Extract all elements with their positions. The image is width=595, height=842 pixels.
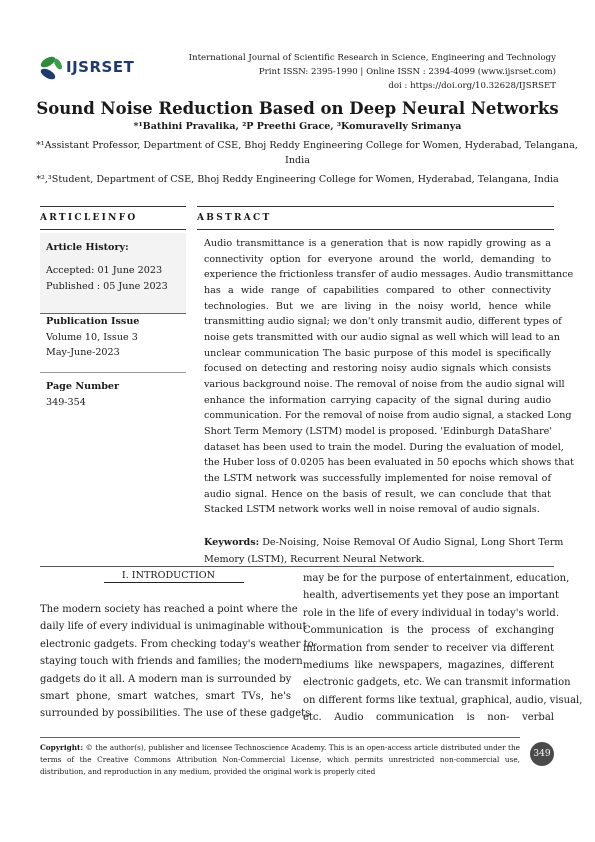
article-info-under-rule [40,229,186,230]
text-line: noise gets transmitted with our audio signal as well which will lead to an [204,331,560,343]
footer-rule [40,737,520,738]
text-line: unclear communication The basic purpose of this model is specifically [204,347,551,359]
abstract-under-rule [197,229,554,230]
issn-line: Print ISSN: 2395-1990 | Online ISSN : 2394-4099 (www.ijsrset.com) [258,67,556,77]
text-line: experience the frictionless transfer of audio messages. Audio transmittance [204,269,574,281]
text-line: Communication is the process of exchanging [303,625,554,637]
copyright-text: © the author(s), publisher and licensee Technoscience Academy. This is an open-access article distributed under the terms of the Creative Commons Attribution Non-Commercial License, which permits unrestricted non-commercial use, distribution, and reproduction in any medium, provided the original work is properly cited [40,743,520,776]
keywords-line-2: Memory (LSTM), Recurrent Neural Network. [204,554,425,565]
text-line: has a wide range of capabilities compared to other connectivity [204,284,551,296]
text-line: transmitting audio signal; we don't only transmit audio, different types of [204,316,562,328]
text-line: Short Term Memory (LSTM) model is proposed. 'Edinburgh DataShare' [204,425,552,437]
text-line: Stacked LSTM network works well in noise removal of audio signals. [204,504,540,516]
keywords-line-1: De-Noising, Noise Removal Of Audio Signal, Long Short Term [259,537,564,548]
copyright-label: Copyright: [40,743,84,752]
text-line: electronic gadgets. From checking today's weather to [40,638,314,650]
issue-divider [40,372,186,373]
page-range: 349-354 [46,397,86,408]
journal-logo [38,50,138,86]
history-divider [40,313,186,314]
text-line: audio signal. Hence on the basis of result, we can conclude that that [204,488,551,500]
article-info-top-rule [40,206,186,207]
text-line: enhance the information carrying capacity of the signal during audio [204,394,551,406]
keywords [204,534,564,568]
affiliation-1-country: India [285,155,310,166]
text-line: mediums like newspapers, magazines, different [303,660,554,672]
text-line: communication. For the removal of noise from audio signal, a stacked Long [204,410,572,422]
text-line: on different forms like textual, graphical, audio, visual, [303,694,583,706]
abstract-body [204,236,575,518]
authors: *¹Bathini Pravalika, ²P Preethi Grace, ³Komuravelly Srimanya [133,121,462,132]
text-line: electronic gadgets, etc. We can transmit information [303,677,571,689]
volume-issue: Volume 10, Issue 3 [46,332,138,343]
publication-issue-label: Publication Issue [46,316,140,327]
publication-period: May-June-2023 [46,347,120,358]
text-line: technologies. But we are living in the noisy world, hence while [204,300,551,312]
logo-text: IJSRSET [66,58,135,76]
text-line: information from sender to receiver via different [303,642,554,654]
intro-left-column [40,601,314,723]
keywords-label: Keywords: [204,537,260,548]
abstract-top-rule [197,206,554,207]
text-line: The modern society has reached a point where the [40,604,298,615]
text-line: connectivity option for everyone around the world, demanding to [204,253,551,265]
affiliation-1: *¹Assistant Professor, Department of CSE, Bhoj Reddy Engineering College for Women, Hyderabad, Telangana, [36,140,578,151]
affiliation-2: *²,³Student, Department of CSE, Bhoj Reddy Engineering College for Women, Hyderabad, Telangana, India [36,174,559,185]
copyright-notice [40,742,520,778]
intro-right-column [303,570,583,727]
page-number-badge: 349 [530,742,554,766]
accepted-date: Accepted: 01 June 2023 [46,265,163,276]
text-line: various background noise. The removal of noise from the audio signal will [204,378,565,390]
text-line: smart phone, smart watches, smart TVs, he's [40,691,291,703]
text-line: daily life of every individual is unimaginable without [40,621,307,633]
page-number-label: Page Number [46,381,120,392]
text-line: role in the life of every individual in today's world. [303,607,559,619]
text-line: the LSTM network was successfully implemented for noise removal of [204,472,551,484]
text-line: dataset has been used to train the model. During the evaluation of model, [204,441,564,453]
journal-name: International Journal of Scientific Research in Science, Engineering and Technology [188,53,556,63]
text-line: health, advertisements yet they pose an important [303,590,560,602]
abstract-bottom-rule [40,566,554,567]
text-line: gadgets do it all. A modern man is surrounded by [40,673,292,685]
abstract-heading: ABSTRACT [197,213,272,223]
published-date: Published : 05 June 2023 [46,281,168,292]
text-line: the Huber loss of 0.0205 has been evaluated in 50 epochs which shows that [204,457,575,469]
introduction-heading: I. INTRODUCTION [121,570,216,581]
text-line: may be for the purpose of entertainment, education, [303,573,570,584]
text-line: focused on detecting and restoring noisy audio signals which consists [204,363,551,375]
text-line: Audio transmittance is a generation that is now rapidly growing as a [204,238,551,249]
history-label: Article History: [46,242,129,253]
article-info-heading: ARTICLEINFO [40,213,138,223]
paper-title: Sound Noise Reduction Based on Deep Neural Networks [36,99,559,118]
text-line: surrounded by possibilities. The use of these gadgets [40,708,311,720]
doi-line[interactable]: doi : https://doi.org/10.32628/IJSRSET [388,81,556,91]
intro-heading-underline [104,582,244,583]
text-line: etc. Audio communication is non- verbal [303,712,554,724]
text-line: staying touch with friends and families; the modern [40,656,303,668]
